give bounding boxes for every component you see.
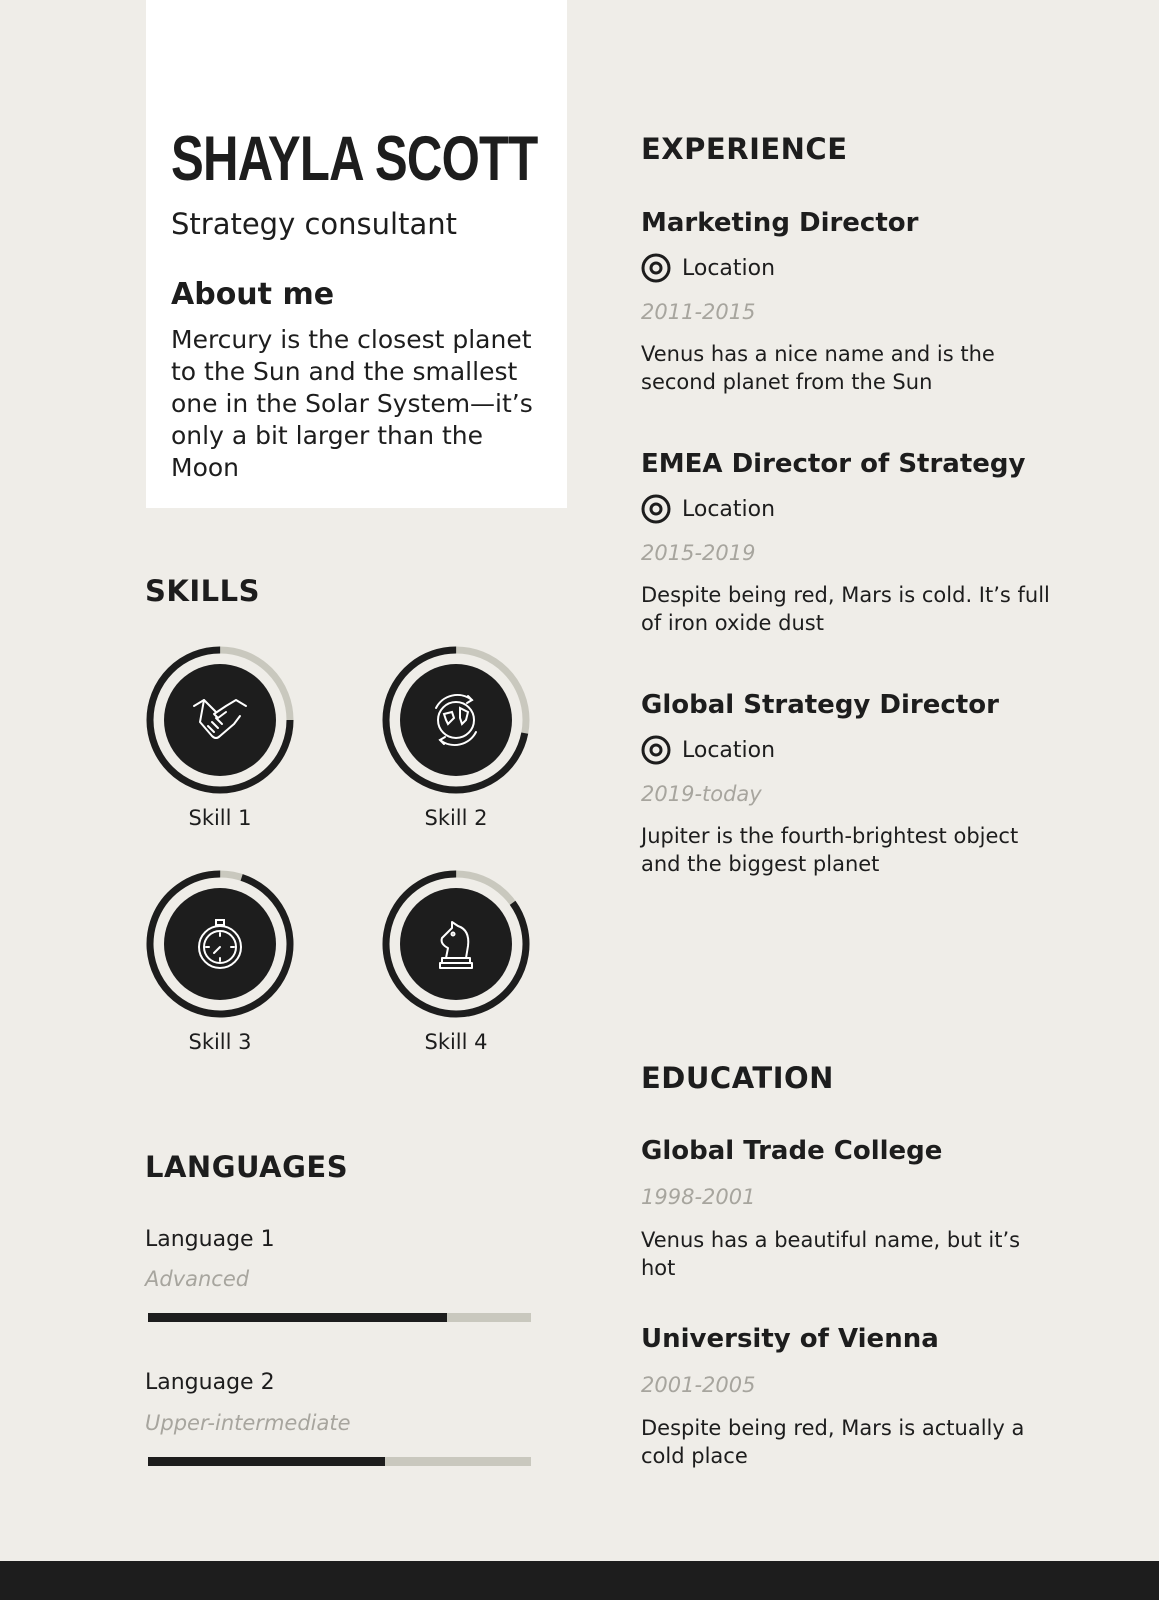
globe-icon	[426, 690, 486, 750]
language-bar-fill	[148, 1313, 447, 1322]
language-name: Language 1	[145, 1227, 275, 1252]
experience-heading: EXPERIENCE	[641, 132, 848, 166]
skill-item	[145, 645, 295, 795]
about-heading: About me	[171, 277, 335, 312]
job-years: 2019-today	[641, 782, 762, 806]
language-name: Language 2	[145, 1370, 275, 1395]
job-description: Despite being red, Mars is cold. It’s full of iron oxide dust	[641, 583, 1050, 635]
school-name: University of Vienna	[641, 1324, 939, 1354]
language-level: Advanced	[145, 1267, 250, 1291]
skill-label: Skill 3	[188, 1030, 252, 1054]
language-bar	[148, 1313, 531, 1322]
job-description: Venus has a nice name and is the second planet from the Sun	[641, 342, 995, 394]
location-label: Location	[682, 737, 776, 763]
handshake-icon	[190, 690, 250, 750]
person-name: SHAYLA SCOTT	[171, 124, 538, 194]
location-label: Location	[682, 496, 776, 522]
skill-item	[145, 869, 295, 1019]
stopwatch-icon	[190, 914, 250, 974]
skill-item	[381, 869, 531, 1019]
skills-heading: SKILLS	[145, 574, 260, 608]
language-bar	[148, 1457, 531, 1466]
skill-label: Skill 2	[424, 806, 488, 830]
location-icon	[640, 252, 672, 284]
chess-knight-icon	[426, 914, 486, 974]
language-bar-fill	[148, 1457, 385, 1466]
about-text: Mercury is the closest planet to the Sun and the smallest one in the Solar System—it’s only a bit larger than the Moon	[171, 325, 533, 482]
school-description: Despite being red, Mars is actually a cold place	[641, 1416, 1025, 1468]
job-location	[640, 252, 775, 284]
languages-heading: LANGUAGES	[145, 1150, 349, 1184]
education-heading: EDUCATION	[641, 1061, 834, 1095]
skill-label: Skill 1	[188, 806, 252, 830]
job-years: 2011-2015	[641, 300, 756, 324]
job-years: 2015-2019	[641, 541, 756, 565]
school-years: 2001-2005	[641, 1373, 756, 1397]
job-description: Jupiter is the fourth-brightest object and the biggest planet	[641, 824, 1019, 876]
person-role: Strategy consultant	[171, 207, 457, 241]
job-title: EMEA Director of Strategy	[641, 449, 1026, 479]
location-icon	[640, 734, 672, 766]
school-description: Venus has a beautiful name, but it’s hot	[641, 1228, 1021, 1280]
location-label: Location	[682, 255, 776, 281]
footer-band	[0, 1561, 1159, 1600]
skill-item	[381, 645, 531, 795]
language-level: Upper-intermediate	[145, 1411, 351, 1435]
skill-label: Skill 4	[424, 1030, 488, 1054]
job-location	[640, 734, 775, 766]
school-name: Global Trade College	[641, 1136, 943, 1166]
location-icon	[640, 493, 672, 525]
school-years: 1998-2001	[641, 1185, 756, 1209]
job-title: Marketing Director	[641, 208, 919, 238]
job-title: Global Strategy Director	[641, 690, 999, 720]
job-location	[640, 493, 775, 525]
